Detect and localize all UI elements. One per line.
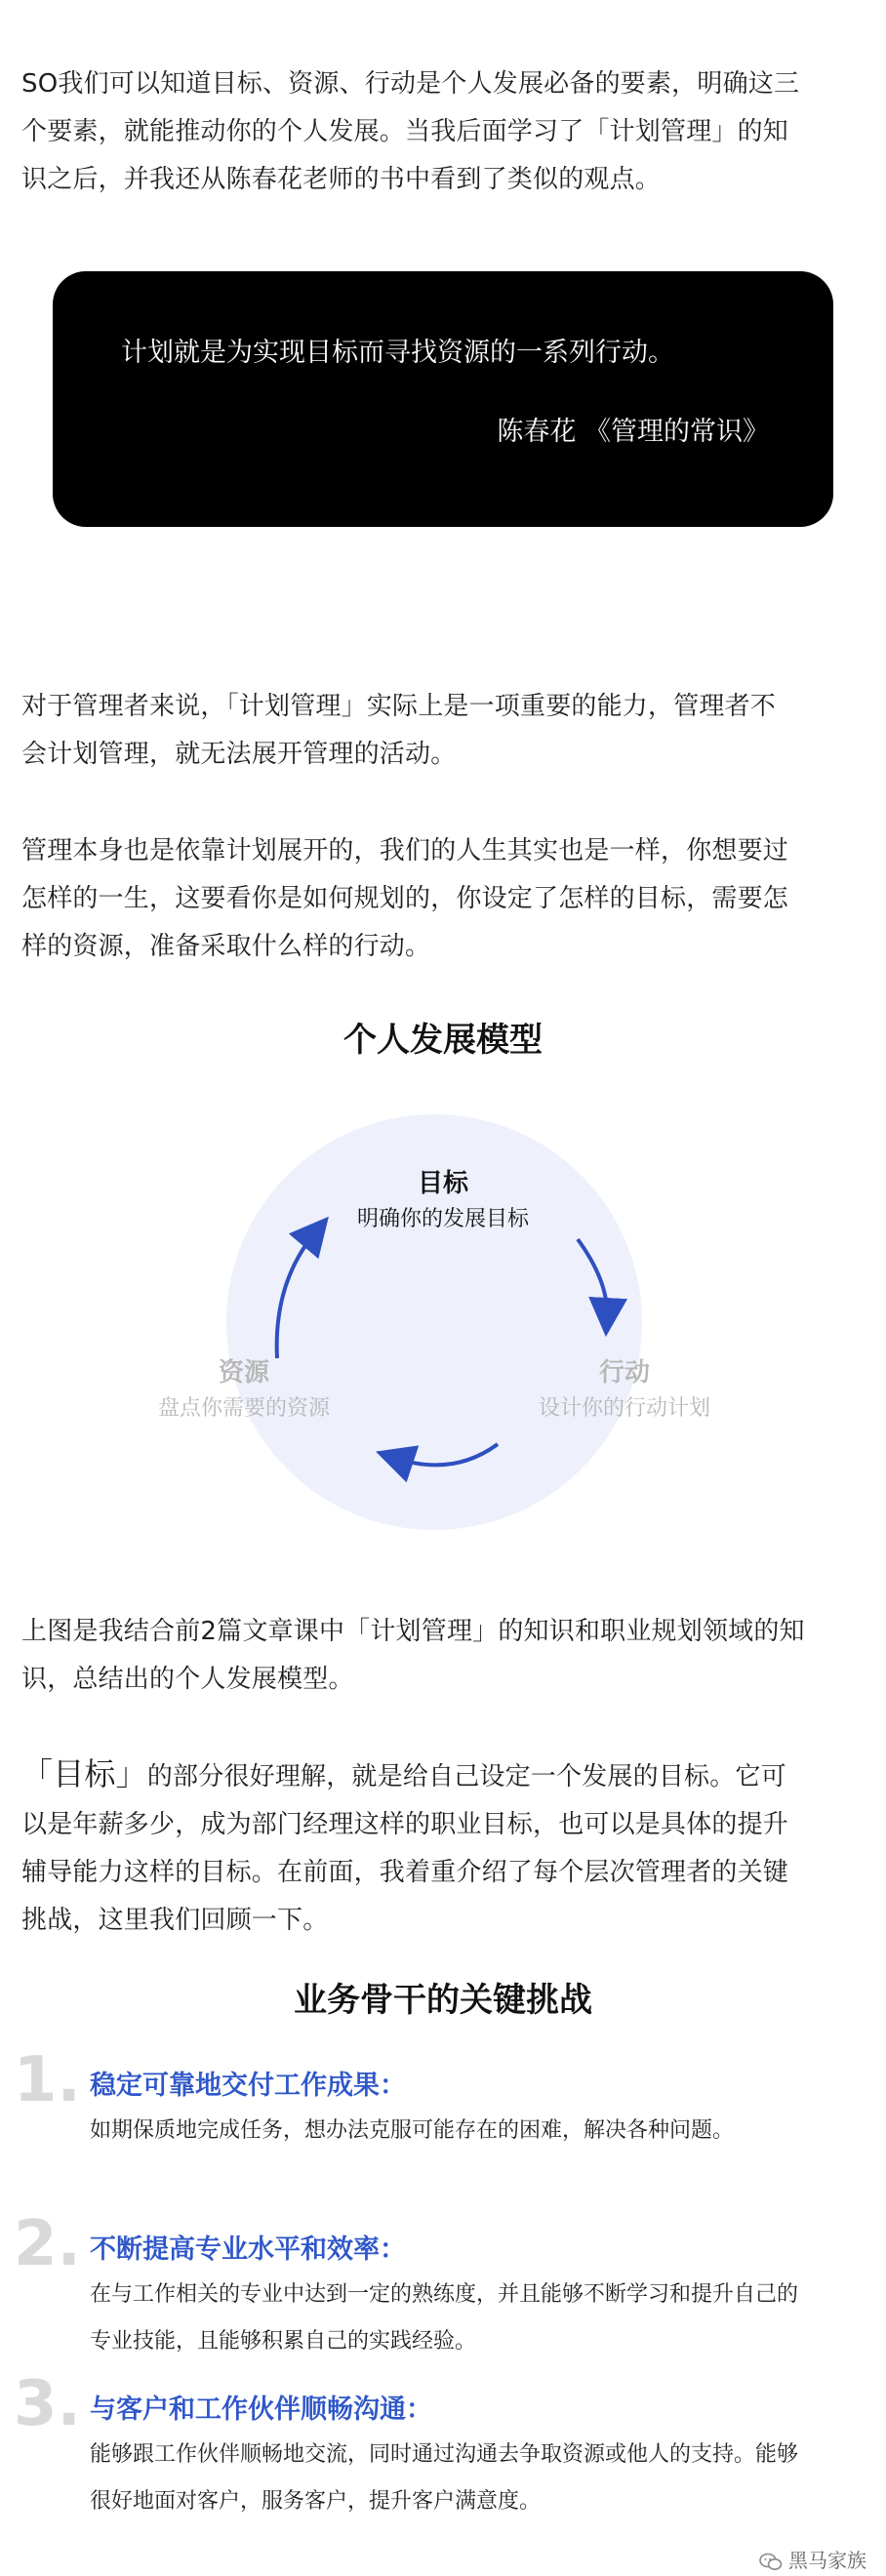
paragraph-model-summary <box>21 1608 866 1704</box>
paragraph-line: 以是年薪多少，成为部门经理这样的职业目标，也可以是具体的提升 <box>21 1810 789 1839</box>
resource-subtitle: 盘点你需要的资源 <box>157 1396 330 1421</box>
action-subtitle: 设计你的行动计划 <box>538 1396 710 1421</box>
quote-source: 陈春花 《管理的常识》 <box>497 417 769 447</box>
watermark <box>759 2549 866 2572</box>
challenge-title: 不断提高专业水平和效率： <box>90 2234 406 2265</box>
challenge-title: 稳定可靠地交付工作成果： <box>90 2071 406 2101</box>
challenge-desc <box>90 2272 870 2365</box>
arrow-goal-to-action <box>578 1239 607 1317</box>
challenge-number: 2. <box>14 2208 81 2280</box>
paragraph-line: 会计划管理，就无法展开管理的活动。 <box>21 740 457 769</box>
goal-subtitle: 明确你的发展目标 <box>356 1207 529 1231</box>
goal-title: 目标 <box>417 1169 468 1198</box>
paragraph-line: 上图是我结合前2篇文章课中「计划管理」的知识和职业规划领域的知 <box>21 1617 805 1646</box>
quote-box <box>53 271 833 527</box>
paragraph-line: 识，总结出的个人发展模型。 <box>21 1665 354 1694</box>
model-title: 个人发展模型 <box>343 1021 543 1060</box>
paragraph-planning-life <box>21 827 866 971</box>
challenge-desc-line: 如期保质地完成任务，想办法克服可能存在的困难，解决各种问题。 <box>90 2118 735 2143</box>
resource-title: 资源 <box>218 1358 269 1388</box>
paragraph-line: 辅导能力这样的目标。在前面，我着重介绍了每个层次管理者的关键 <box>21 1858 789 1887</box>
wechat-icon <box>759 2553 783 2572</box>
watermark-text: 黑马家族 <box>788 2549 866 2572</box>
paragraph-line: 管理本身也是依靠计划展开的，我们的人生其实也是一样，你想要过 <box>21 836 789 865</box>
intro-line: 识之后，并我还从陈春花老师的书中看到了类似的观点。 <box>21 165 662 194</box>
challenge-desc <box>90 2432 870 2525</box>
paragraph-line: 挑战，这里我们回顾一下。 <box>21 1906 329 1935</box>
paragraph-line: 对于管理者来说，「计划管理」实际上是一项重要的能力，管理者不 <box>21 692 777 721</box>
intro-line: SO我们可以知道目标、资源、行动是个人发展必备的要素，明确这三 <box>21 69 800 99</box>
challenges-title: 业务骨干的关键挑战 <box>294 1981 592 2020</box>
quote-text: 计划就是为实现目标而寻找资源的一系列行动。 <box>121 338 674 368</box>
intro-line: 个要素，就能推动你的个人发展。当我后面学习了「计划管理」的知 <box>21 117 789 146</box>
paragraph-line: 怎样的一生，这要看你是如何规划的，你设定了怎样的目标，需要怎 <box>21 884 789 913</box>
arrow-action-to-resource <box>394 1444 498 1465</box>
challenge-desc-line: 在与工作相关的专业中达到一定的熟练度，并且能够不断学习和提升自己的 <box>90 2282 799 2307</box>
goal-term: 「目标」 <box>21 1755 147 1792</box>
challenge-number: 3. <box>14 2368 81 2440</box>
paragraph-goal-explanation <box>21 1751 866 1945</box>
action-title: 行动 <box>598 1358 650 1388</box>
paragraph-text: 的部分很好理解，就是给自己设定一个发展的目标。它可 <box>146 1762 786 1791</box>
challenge-desc-line: 专业技能，且能够积累自己的实践经验。 <box>90 2329 477 2354</box>
challenge-title: 与客户和工作伙伴顺畅沟通： <box>90 2395 432 2425</box>
paragraph-line <box>21 1751 866 1801</box>
paragraph-line: 样的资源，准备采取什么样的行动。 <box>21 932 431 961</box>
intro-paragraph <box>21 60 866 204</box>
arrow-resource-to-goal <box>277 1231 316 1358</box>
paragraph-manager-ability <box>21 683 866 779</box>
challenge-desc <box>90 2108 870 2154</box>
challenge-desc-line: 很好地面对客户，服务客户，提升客户满意度。 <box>90 2489 542 2514</box>
challenge-number: 1. <box>14 2044 81 2116</box>
challenge-desc-line: 能够跟工作伙伴顺畅地交流，同时通过沟通去争取资源或他人的支持。能够 <box>90 2442 799 2467</box>
